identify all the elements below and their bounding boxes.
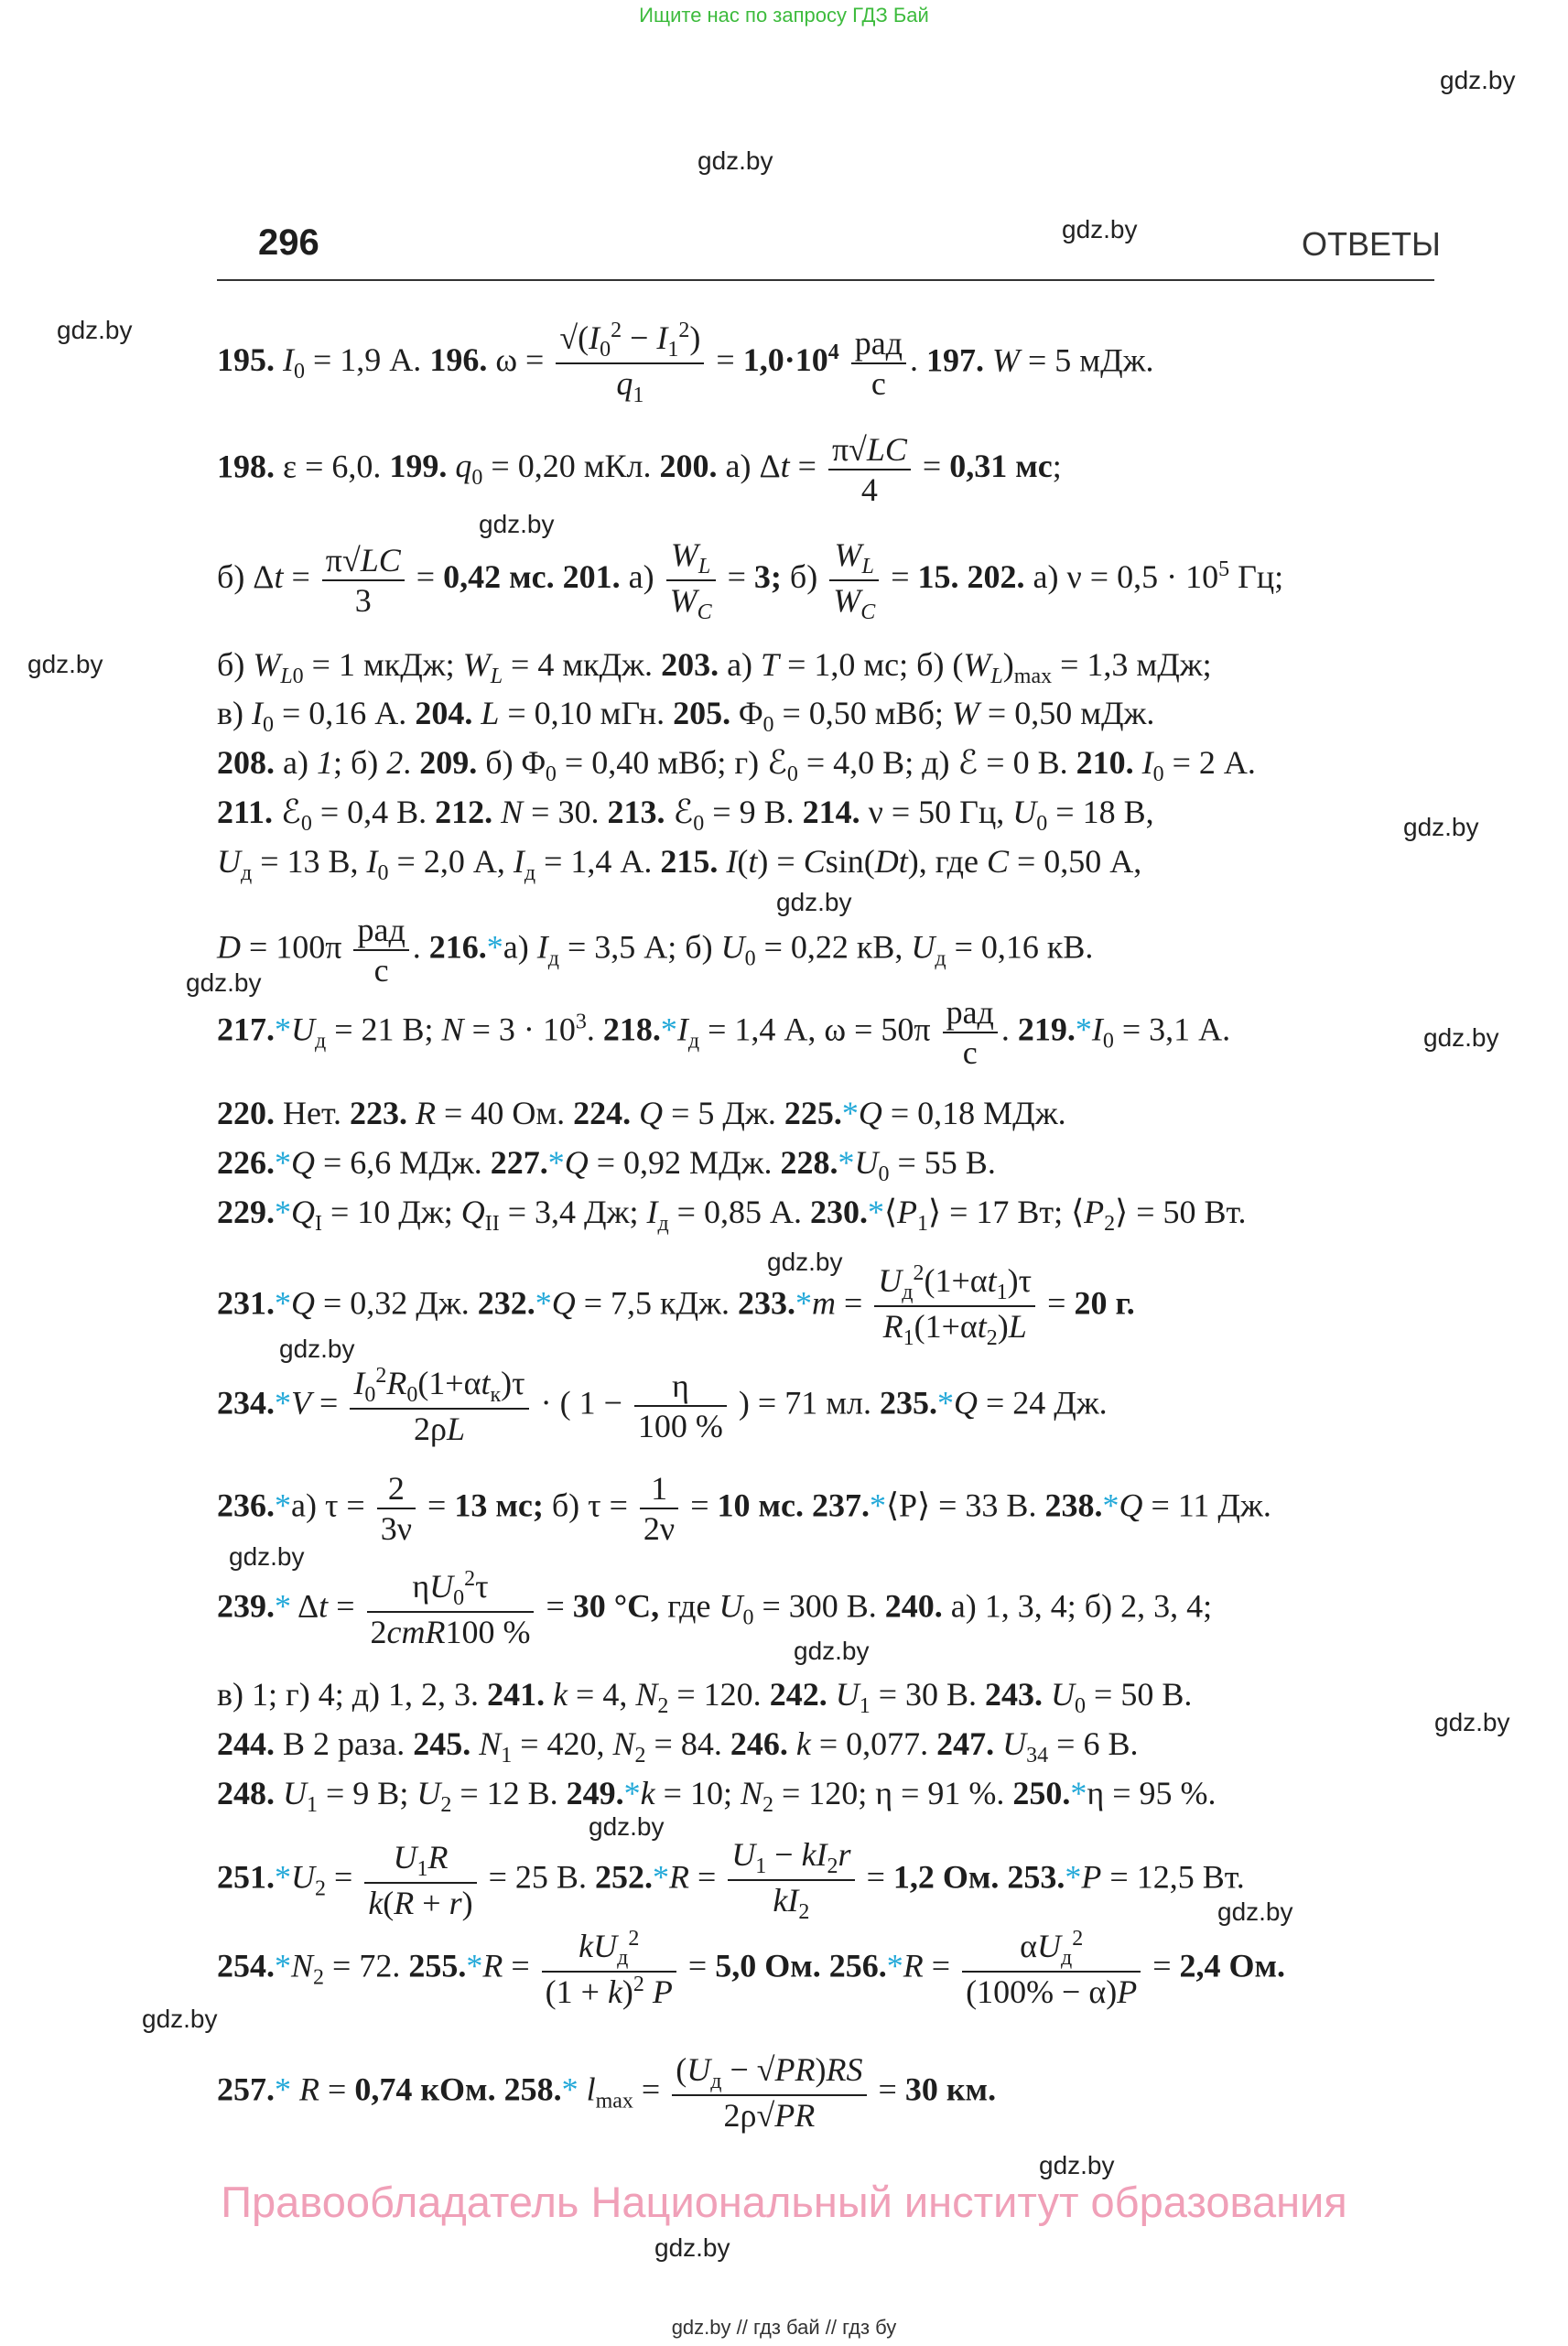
watermark: gdz.by bbox=[767, 1248, 843, 1276]
answer-200: 200. а) Δt = $\frac{\pi√LC}{4}$ = 0,31 мс; bbox=[659, 431, 1062, 508]
answer-line-4: б) $W_{L0} = 1$ мкДж; $W_L = 4$ мкДж. 203. а) T = 1,0 мс; б) $(W_L)_{max} = 1,3$ мДж; bbox=[217, 646, 1212, 689]
header-divider bbox=[217, 279, 1434, 281]
answer-201: 201. а) $\frac{W_L}{W_C}$ = 3; б) $\frac{W_L}{W_C}$ = 15. bbox=[562, 536, 959, 625]
answer-line-2 bbox=[217, 430, 1062, 509]
answer-line-18: в) 1; г) 4; д) 1, 2, 3. 241. k = 4, $N_2 = 120$. 242. $U_1 = 30$ В. 243. $U_0 = 50$ В. bbox=[217, 1676, 1193, 1719]
answer-line-23: 257.* R = 0,74 кОм. 258.* $l_{max}$ = $\frac{(U_д - √PR)RS}{2\rho√PR}$ = 30 км. bbox=[217, 2051, 997, 2135]
answer-200b: б) Δt = $\frac{\pi√LC}{3}$ = 0,42 мс. bbox=[217, 542, 555, 620]
answer-196: 196. ω = $\frac{√(I_0^2 - I_1^2)}{q_1}$ = $1,0\cdot 10^4$ $\frac{\text{рад}}{с}$ . bbox=[429, 319, 918, 408]
watermark: gdz.by bbox=[776, 888, 852, 916]
answer-line-1 bbox=[217, 319, 1154, 408]
watermark: gdz.by bbox=[654, 2233, 730, 2262]
watermark: gdz.by bbox=[1062, 215, 1138, 243]
watermark: gdz.by bbox=[589, 1812, 665, 1841]
answer-line-13: $229.*Q_I = 10$ Дж; $Q_{II} = 3,4$ Дж; $I_д = 0,85$ А. $230.*⟨P_1⟩ = 17$ Вт; $⟨P_2⟩ = 50$ Вт. bbox=[217, 1194, 1247, 1237]
watermark: gdz.by bbox=[1440, 66, 1516, 94]
answer-line-5: в) $I_0 = 0,16$ А. 204. L = 0,10 мГн. 205. $\Phi_0 = 0,50$ мВб; W = 0,50 мДж. bbox=[217, 695, 1155, 738]
answer-line-16: 236.*а) τ = $\frac{2}{3\nu}$ = 13 мс; б) τ = $\frac{1}{2\nu}$ = 10 мс. 237.*⟨P⟩ = 33 В. 238.*Q = 11 Дж. bbox=[217, 1470, 1271, 1547]
watermark: gdz.by bbox=[697, 146, 773, 175]
answer-197: 197. W = 5 мДж. bbox=[926, 341, 1154, 379]
watermark: gdz.by bbox=[1217, 1897, 1293, 1926]
page-number: 296 bbox=[258, 222, 319, 263]
watermark: gdz.by bbox=[794, 1637, 870, 1665]
watermark: gdz.by bbox=[1434, 1708, 1510, 1736]
answer-line-21: $251.*U_2$ = $\frac{U_1R}{k(R + r)}$ = 25 В. 252.*R = $\frac{U_1 - kI_2r}{kI_2}$ = 1,2 Ом. 253.*P = 12,5 Вт. bbox=[217, 1836, 1245, 1925]
answer-line-17: 239.* Δt = $\frac{\eta U_0^2\tau}{\text{2cmR100 \%}}$ = 30 °C, где $U_0 = 300$ В. 240. а) 1, 3, 4; б) 2, 3, 4; bbox=[217, 1567, 1213, 1651]
answer-195: 195. $I_0 = 1,9$ А. bbox=[217, 341, 422, 384]
section-title: ОТВЕТЫ bbox=[1302, 225, 1441, 263]
answer-line-9: D = 100π $\frac{\text{рад}}{с}$ . 216.*а) $I_д = 3,5$ А; б) $U_0 = 0,22$ кВ, $U_д = 0,16$ кВ. bbox=[217, 912, 1094, 989]
answer-line-8: $U_д = 13$ В, $I_0 = 2,0$ А, $I_д = 1,4$ А. 215. I(t) = Csin(Dt), где C = 0,50 А, bbox=[217, 843, 1142, 886]
answer-line-14: 231.*Q = 0,32 Дж. 232.*Q = 7,5 кДж. 233.*m = $\frac{U_д^2(1+\alpha t_1)\tau}{R_1(1+\alpha t_2)L}$ = 20 г. bbox=[217, 1261, 1135, 1351]
copyright-notice: Правообладатель Национальный институт образования bbox=[221, 2178, 1347, 2226]
watermark: gdz.by bbox=[1403, 813, 1479, 841]
answer-line-15: 234.*V = $\frac{I_0^2R_0(1+\alpha t_к)\tau}{2\rho L}$ · ( 1 − $\frac{\eta}{100 \%}$ ) = 71 мл. 235.*Q = 24 Дж. bbox=[217, 1364, 1108, 1448]
answer-line-12: 226.*Q = 6,6 МДж. 227.*Q = 0,92 МДж. $228.*U_0 = 55$ В. bbox=[217, 1144, 996, 1187]
answer-line-6: 208. а) 1; б) 2. 209. б) $\Phi_0 = 0,40$ мВб; г) ℰ$_0$ = 4,0 В; д) ℰ = 0 В. 210. $I_0 = 2$ А. bbox=[217, 744, 1256, 787]
watermark: gdz.by bbox=[142, 2005, 218, 2033]
answer-line-11: 220. Нет. 223. R = 40 Ом. 224. Q = 5 Дж. 225.*Q = 0,18 МДж. bbox=[217, 1095, 1066, 1131]
watermark: gdz.by bbox=[279, 1335, 355, 1363]
watermark: gdz.by bbox=[1423, 1023, 1499, 1052]
answer-line-7: 211. ℰ$_0$ = 0,4 В. 212. N = 30. 213. ℰ$_0$ = 9 В. 214. ν = 50 Гц, $U_0 = 18$ В, bbox=[217, 794, 1154, 837]
answer-199: 199. $q_0 = 0,20$ мКл. bbox=[389, 448, 652, 491]
answer-line-10: $217.*U_д = 21$ В; $N = 3 \cdot 10^3$. $218.*I_д = 1,4$ А, ω = 50π $\frac{\text{рад}}{с}$ . $219.*I_0 = 3,1$ А. bbox=[217, 994, 1231, 1071]
footer-links[interactable]: gdz.by // гдз бай // гдз бу bbox=[671, 2316, 897, 2339]
answer-line-19: 244. В 2 раза. 245. $N_1 = 420$, $N_2 = 84$. 246. k = 0,077. 247. $U_{34} = 6$ В. bbox=[217, 1725, 1139, 1768]
answer-line-3 bbox=[217, 535, 1283, 625]
watermark: gdz.by bbox=[229, 1542, 305, 1571]
answer-line-22: $254.*N_2 = 72$. 255.*R = $\frac{kU_д^2}{(1 + k)^2 P}$ = 5,0 Ом. 256.*R = $\frac{\alpha U_д^2}{(100\% - \alpha)P}$ = 2,4 Ом. bbox=[217, 1927, 1286, 2011]
top-banner: Ищите нас по запросу ГДЗ Бай bbox=[639, 4, 929, 27]
watermark: gdz.by bbox=[27, 650, 103, 678]
answer-198: 198. ε = 6,0. bbox=[217, 448, 382, 485]
watermark: gdz.by bbox=[57, 316, 133, 344]
watermark: gdz.by bbox=[1039, 2151, 1115, 2179]
watermark: gdz.by bbox=[479, 510, 555, 538]
answer-line-20: 248. $U_1 = 9$ В; $U_2 = 12$ В. 249.*k = 10; $N_2 = 120$; η = 91 %. 250.*η = 95 %. bbox=[217, 1775, 1217, 1818]
answer-202: 202. а) $\nu = 0,5 \cdot 10^5$ Гц; bbox=[967, 557, 1284, 596]
watermark: gdz.by bbox=[186, 968, 262, 997]
